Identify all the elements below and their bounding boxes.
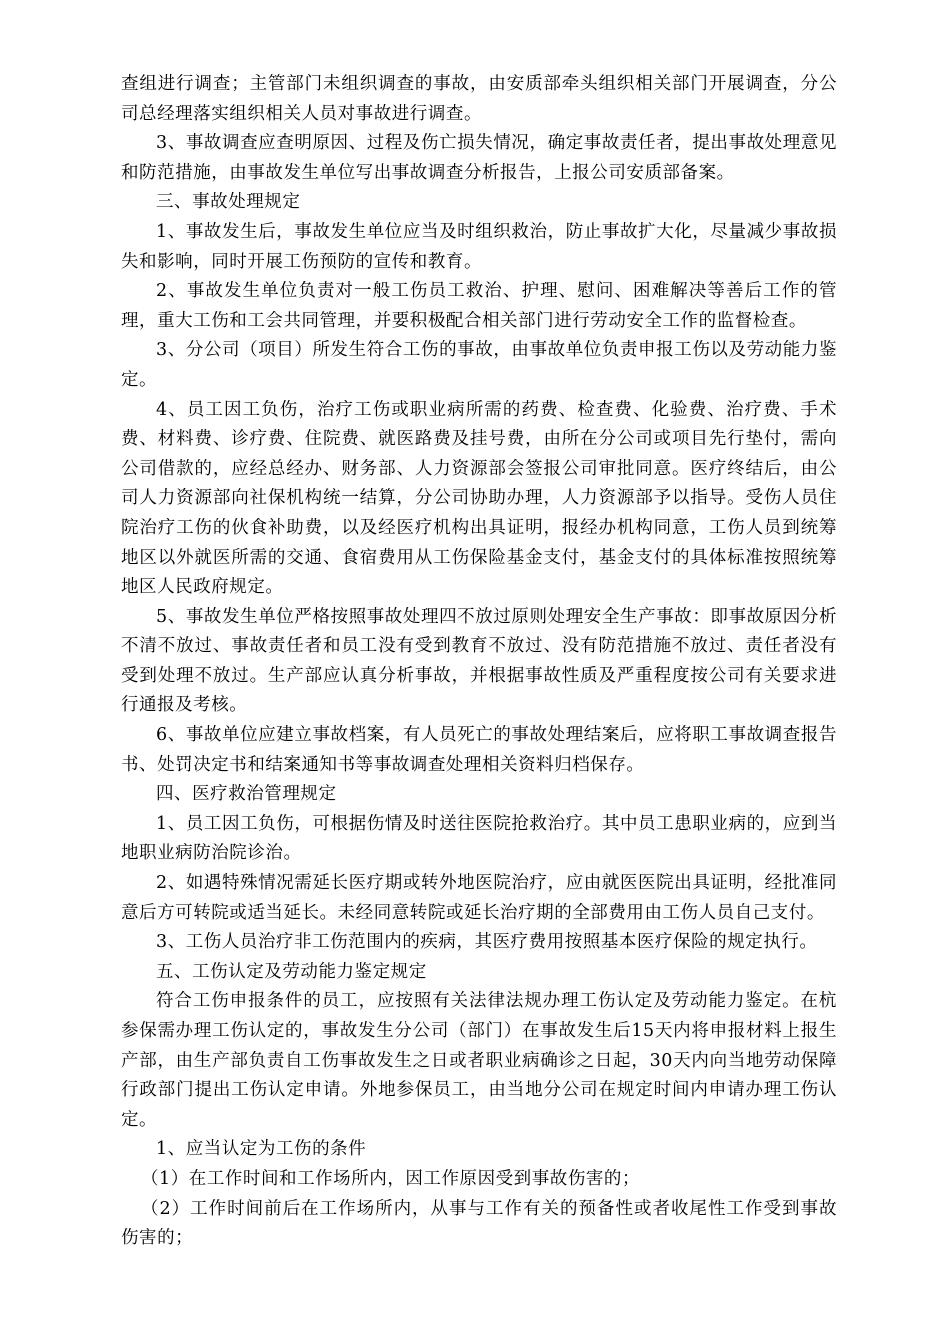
paragraph-handling-item-4: 4、员工因工负伤，治疗工伤或职业病所需的药费、检查费、化验费、治疗费、手术费、材料费、诊疗费、住院费、就医路费及挂号费，由所在分公司或项目先行垫付，需向公司借款的，应经总经办、财务部、人力资源部会签报公司审批同意。医疗终结后，由公司人力资源部向社保机构统一结算，分公司协助办理，人力资源部予以指导。受伤人员住院治疗工伤的伙食补助费，以及经医疗机构出具证明，报经办机构同意，工伤人员到统筹地区以外就医所需的交通、食宿费用从工伤保险基金支付，基金支付的具体标准按照统筹地区人民政府规定。: [121, 399, 837, 598]
section-heading-accident-handling: 三、事故处理规定: [156, 192, 301, 213]
paragraph-medical-item-2: 2、如遇特殊情况需延长医疗期或转外地医院治疗，应由就医医院出具证明，经批准同意后方可转院或适当延长。未经同意转院或延长治疗期的全部费用由工伤人员自己支付。: [121, 873, 837, 923]
paragraph-handling-item-2: 2、事故发生单位负责对一般工伤员工救治、护理、慰问、困难解决等善后工作的管理，重大工伤和工会共同管理，并要积极配合相关部门进行劳动安全工作的监督检查。: [121, 281, 837, 331]
section-heading-injury-determination: 五、工伤认定及劳动能力鉴定规定: [156, 961, 427, 982]
paragraph-continuation: 查组进行调查；主管部门未组织调查的事故，由安质部牵头组织相关部门开展调查，分公司总经理落实组织相关人员对事故进行调查。: [121, 74, 837, 124]
section-heading-medical-treatment: 四、医疗救治管理规定: [156, 784, 337, 805]
paragraph-condition-2: （2）工作时间前后在工作场所内，从事与工作有关的预备性或者收尾性工作受到事故伤害的；: [121, 1198, 837, 1249]
paragraph-determination-intro: 符合工伤申报条件的员工，应按照有关法律法规办理工伤认定及劳动能力鉴定。在杭参保需办理工伤认定的，事故发生分公司（部门）在事故发生后15天内将申报材料上报生产部，由生产部负责自工伤事故发生之日或者职业病确诊之日起，30天内向当地劳动保障行政部门提出工伤认定申请。外地参保员工，由当地分公司在规定时间内申请办理工伤认定。: [121, 991, 837, 1130]
paragraph-handling-item-1: 1、事故发生后，事故发生单位应当及时组织救治，防止事故扩大化，尽量减少事故损失和影响，同时开展工伤预防的宣传和教育。: [121, 221, 837, 272]
paragraph-handling-item-3: 3、分公司（项目）所发生符合工伤的事故，由事故单位负责申报工伤以及劳动能力鉴定。: [121, 340, 837, 390]
paragraph-investigation-item-3: 3、事故调查应查明原因、过程及伤亡损失情况，确定事故责任者，提出事故处理意见和防范措施，由事故发生单位写出事故调查分析报告，上报公司安质部备案。: [121, 133, 837, 183]
paragraph-medical-item-1: 1、员工因工负伤，可根据伤情及时送往医院抢救治疗。其中员工患职业病的，应到当地职业病防治院诊治。: [121, 813, 837, 864]
paragraph-handling-item-6: 6、事故单位应建立事故档案，有人员死亡的事故处理结案后，应将职工事故调查报告书、处罚决定书和结案通知书等事故调查处理相关资料归档保存。: [121, 725, 837, 775]
paragraph-condition-1: （1）在工作时间和工作场所内，因工作原因受到事故伤害的；: [141, 1168, 641, 1189]
paragraph-handling-item-5: 5、事故发生单位严格按照事故处理四不放过原则处理安全生产事故：即事故原因分析不清不放过、事故责任者和员工没有受到教育不放过、没有防范措施不放过、责任者没有受到处理不放过。生产部应认真分析事故，并根据事故性质及严重程度按公司有关要求进行通报及考核。: [121, 606, 837, 716]
paragraph-determination-item-1: 1、应当认定为工伤的条件: [156, 1139, 367, 1160]
document-body: [121, 70, 837, 1254]
paragraph-medical-item-3: 3、工伤人员治疗非工伤范围内的疾病，其医疗费用按照基本医疗保险的规定执行。: [156, 932, 818, 953]
